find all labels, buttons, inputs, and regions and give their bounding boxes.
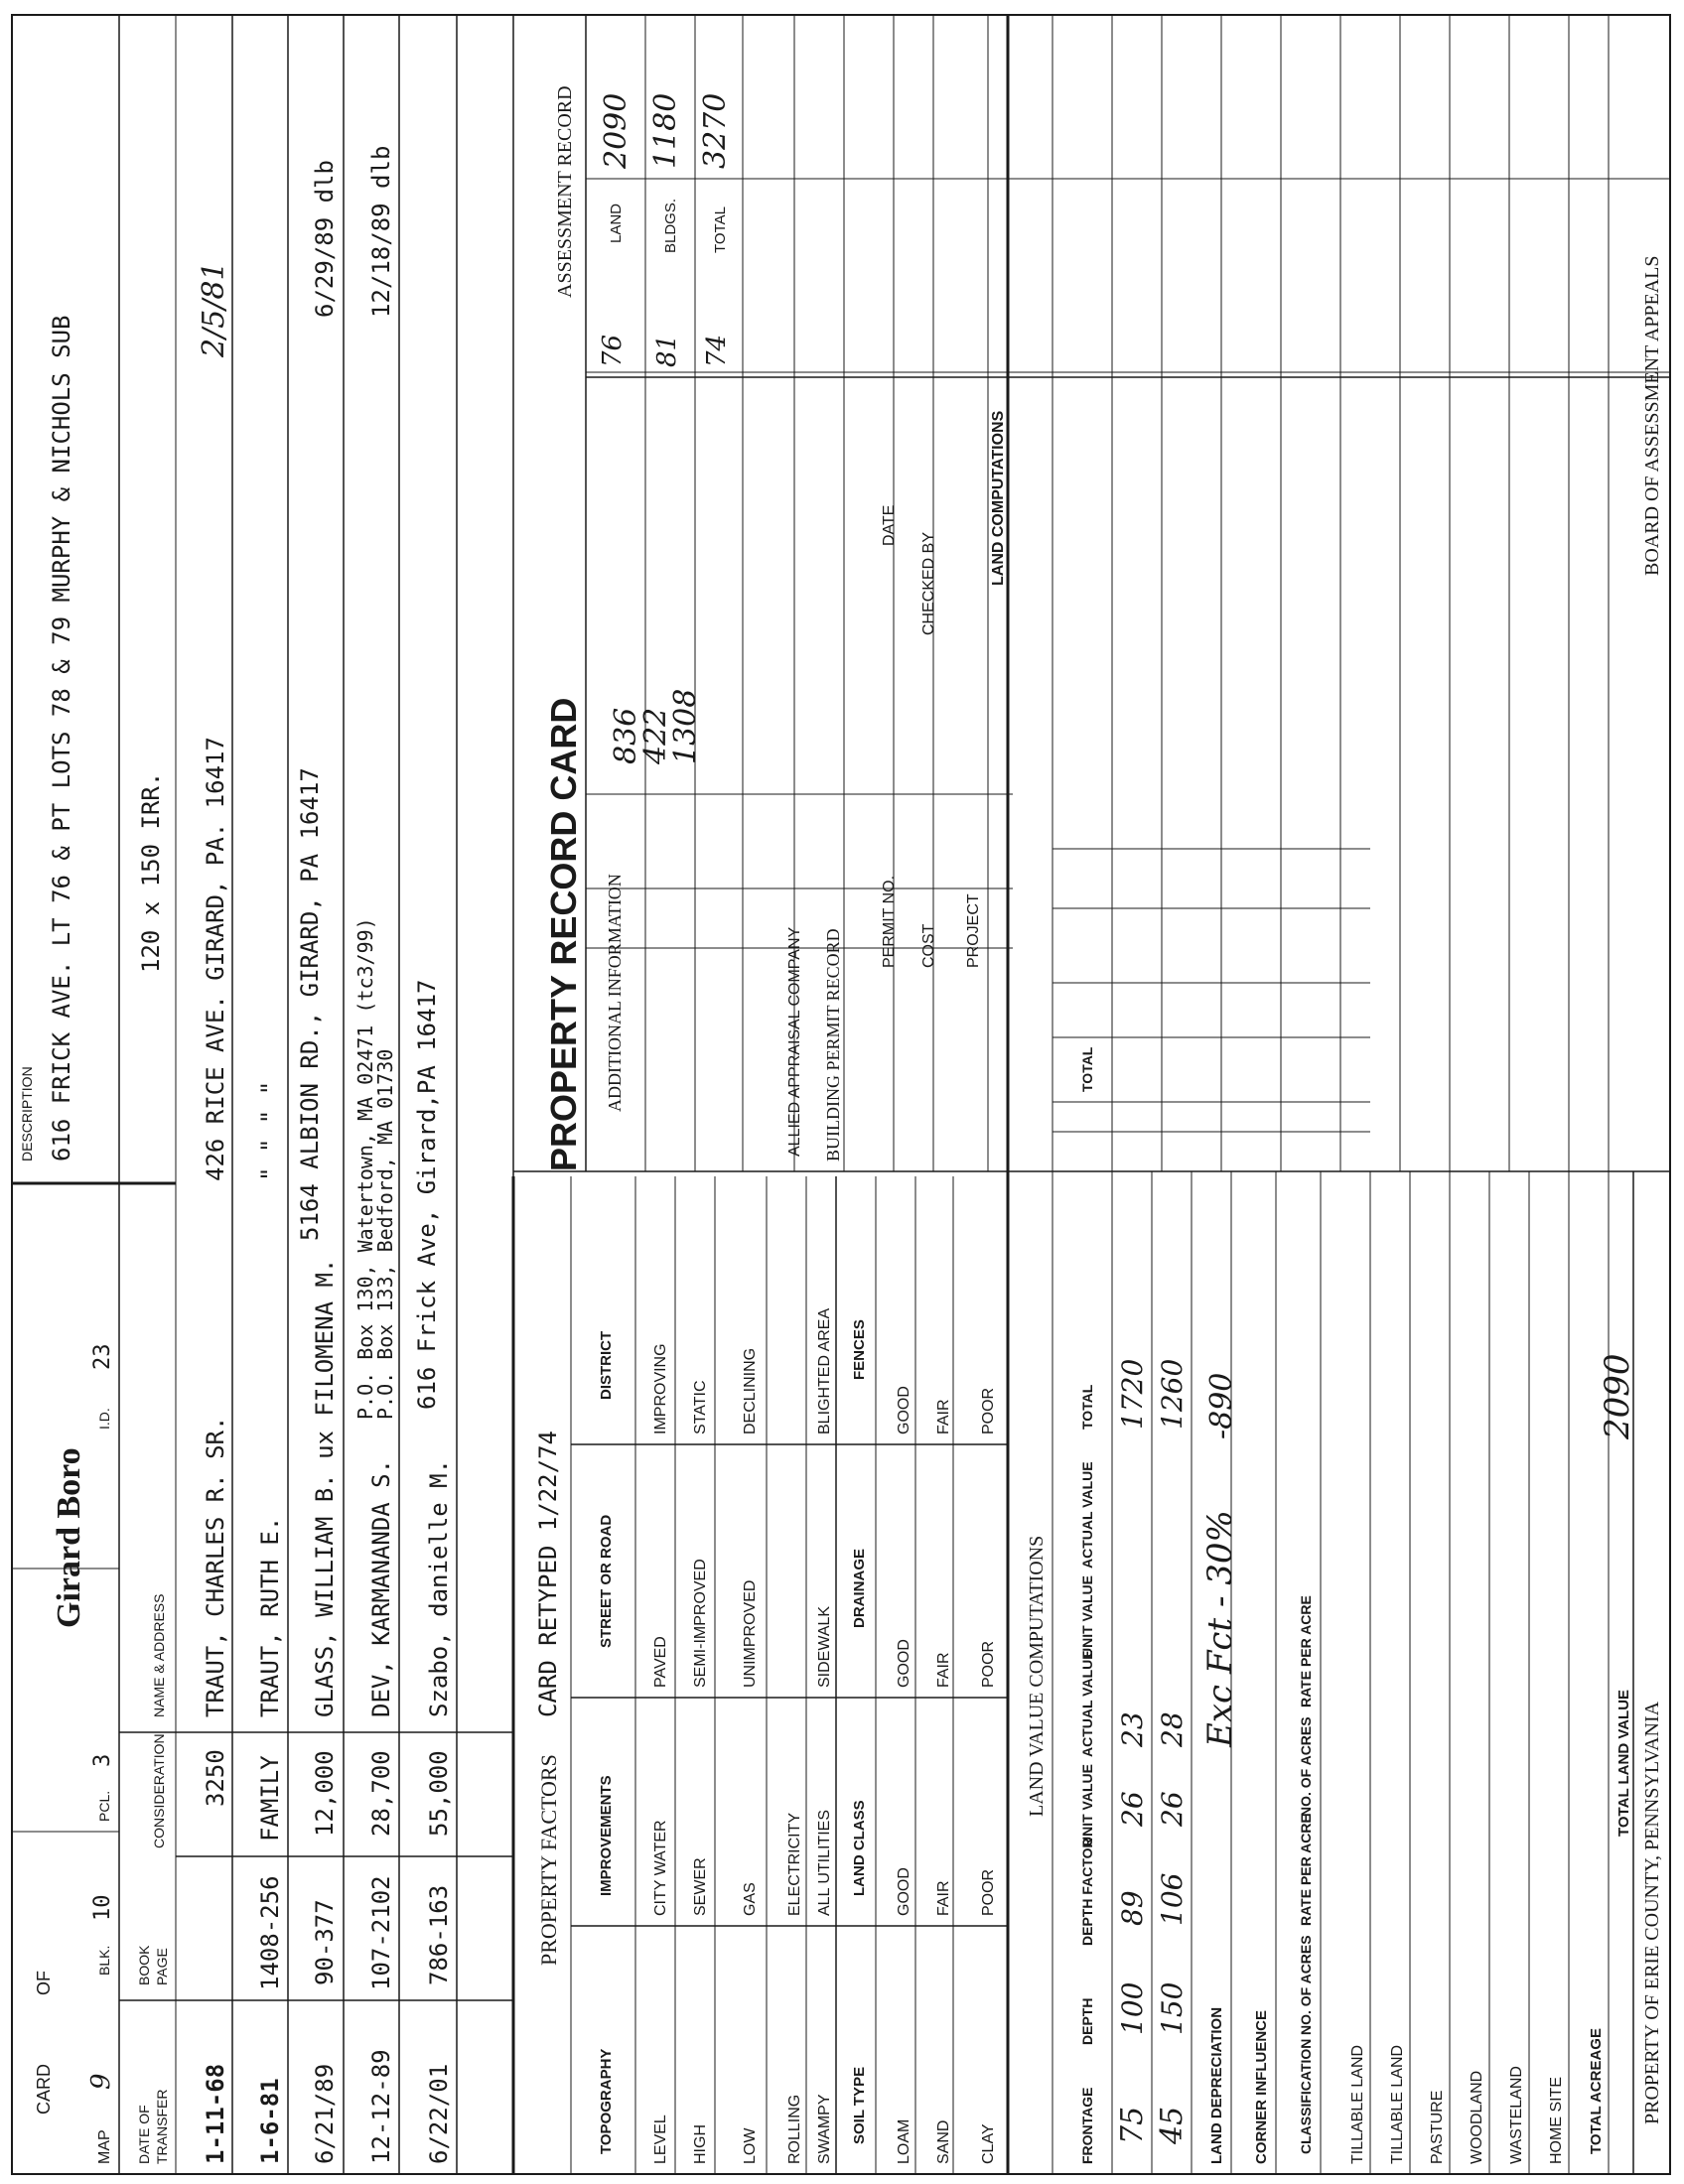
drainage-header: DRAINAGE [851, 1548, 868, 1628]
land-class-good: GOOD [896, 1867, 912, 1916]
transfer-note: 12/18/89 dlb [367, 145, 395, 318]
soil-loam: LOAM [896, 2118, 912, 2164]
assessment-land: 2090 [599, 92, 633, 169]
improvements-header: IMPROVEMENTS [598, 1775, 615, 1896]
permit-cost-label: COST [920, 923, 937, 968]
exc-fct-note: Exc Fct - 30% [1200, 1510, 1240, 1747]
topography-high: HIGH [692, 2124, 709, 2164]
transfer-name: TRAUT, CHARLES R. SR. [202, 1416, 229, 1717]
soil-header: SOIL TYPE [851, 2066, 868, 2144]
blk-label: BLK. [96, 1945, 112, 1976]
property-factors-title: PROPERTY FACTORS [536, 1754, 561, 1966]
permit-record-title: BUILDING PERMIT RECORD [823, 928, 843, 1161]
lv-frontage-header: FRONTAGE [1079, 2087, 1095, 2164]
assessment-land-label: LAND [608, 203, 625, 243]
transfer-note: 6/29/89 dlb [311, 160, 339, 318]
lv-depth-factor: 106 [1156, 1872, 1189, 1926]
lv-actual-value: 23 [1116, 1711, 1149, 1747]
lv-total2-header: TOTAL [1079, 1046, 1095, 1092]
street-paved: PAVED [652, 1636, 669, 1688]
lv-frontage: 75 [1115, 2106, 1150, 2144]
total-acreage-label: TOTAL ACREAGE [1588, 2028, 1605, 2154]
transfer-name: DEV, KARMANANDA S. [367, 1458, 395, 1717]
land-class-header: LAND CLASS [851, 1800, 868, 1896]
transfer-book: 107-2102 [367, 1875, 395, 1990]
district-improving: IMPROVING [652, 1343, 669, 1434]
land-class-fair: FAIR [935, 1880, 952, 1916]
class-pasture: PASTURE [1429, 2090, 1446, 2164]
classification-header: CLASSIFICATION [1298, 2038, 1314, 2154]
acres-header: NO. OF ACRES [1298, 1935, 1314, 2035]
transfer-consideration: 55,000 [425, 1750, 453, 1837]
description-line1: 616 FRICK AVE. LT 76 & PT LOTS 78 & 79 MURPHY & NICHOLS SUB [48, 315, 75, 1161]
transfer-address: 616 Frick Ave, Girard,PA 16417 [413, 979, 441, 1410]
soil-sand: SAND [935, 2119, 952, 2164]
checked-by-label: CHECKED BY [920, 531, 937, 635]
additional-info-title: ADDITIONAL INFORMATION [605, 874, 625, 1112]
fences-header: FENCES [851, 1319, 868, 1380]
topography-level: LEVEL [652, 2115, 669, 2164]
lv-depth-header: DEPTH [1079, 1997, 1095, 2045]
fences-fair: FAIR [935, 1399, 952, 1434]
transfer-consideration: 3250 [202, 1749, 229, 1807]
lv-unit-value: 26 [1156, 1791, 1189, 1827]
lv-frontage: 45 [1155, 2106, 1190, 2144]
pcl-value: 3 [90, 1753, 115, 1767]
id-label: I.D. [96, 1408, 112, 1430]
municipality: Girard Boro [51, 1447, 87, 1628]
transfer-date: 1-6-81 [256, 2078, 284, 2164]
class-tillable-1: TILLABLE LAND [1349, 2044, 1366, 2164]
description-line2: 120 x 150 IRR. [137, 771, 165, 973]
soil-clay: CLAY [980, 2123, 997, 2164]
topography-header: TOPOGRAPHY [598, 2048, 615, 2154]
assessment-title: ASSESSMENT RECORD [554, 85, 576, 298]
svg-text:PAGE: PAGE [154, 1948, 170, 1985]
transfer-consideration: 28,700 [367, 1750, 395, 1837]
description-label: DESCRIPTION [19, 1066, 35, 1161]
improvement-electricity: ELECTRICITY [786, 1812, 803, 1916]
card-label: CARD [34, 2063, 54, 2115]
transfer-address-old: P.O. Box 133, Bedford, MA 01730 [373, 1048, 397, 1420]
lv-depth: 150 [1156, 1981, 1189, 2035]
lv-unit-value2-header: UNIT VALUE [1079, 1575, 1095, 1658]
blk-value: 10 [90, 1894, 115, 1921]
card-retyped: CARD RETYPED 1/22/74 [534, 1431, 562, 1717]
lv-actual-value: 28 [1156, 1711, 1189, 1747]
lv-unit-value-header: UNIT VALUE [1079, 1764, 1095, 1846]
assessment-total-label: TOTAL [712, 206, 729, 253]
lv-depth: 100 [1116, 1981, 1149, 2035]
topography-rolling: ROLLING [786, 2094, 803, 2164]
transfer-book: 90-377 [311, 1899, 339, 1985]
fences-good: GOOD [896, 1386, 912, 1434]
transfer-book: 1408-256 [256, 1875, 284, 1990]
svg-text:TRANSFER: TRANSFER [154, 2089, 170, 2164]
rate-header: RATE PER ACRE [1298, 1814, 1314, 1926]
transfer-address: P.O. Box 130, Watertown, MA 02471 (tc3/99) [353, 917, 377, 1420]
street-sidewalk: SIDEWALK [816, 1605, 833, 1688]
transfer-book: 786-163 [425, 1884, 453, 1985]
class-woodland: WOODLAND [1469, 2070, 1485, 2164]
transfer-name: GLASS, WILLIAM B. ux FILOMENA M. [311, 1258, 339, 1717]
transfer-address: 5164 ALBION RD., GIRARD, PA 16417 [296, 767, 324, 1241]
transfer-consideration: FAMILY [256, 1755, 284, 1842]
additional-value: 422 [638, 707, 673, 764]
improvement-water: CITY WATER [652, 1820, 669, 1916]
assessment-bldgs: 1180 [648, 92, 683, 169]
col-date-header: DATE OF [136, 2105, 152, 2164]
depreciation-total: -890 [1204, 1372, 1239, 1439]
permit-date-label: DATE [881, 504, 898, 546]
assessment-year-2: 81 [652, 334, 682, 367]
drainage-good: GOOD [896, 1639, 912, 1688]
additional-value: 1308 [668, 688, 703, 764]
id-value: 23 [90, 1343, 115, 1370]
district-blighted: BLIGHTED AREA [816, 1307, 833, 1434]
street-unimproved: UNIMPROVED [742, 1579, 759, 1688]
pcl-label: PCL. [96, 1790, 112, 1822]
topography-swampy: SWAMPY [816, 2094, 833, 2164]
permit-no-label: PERMIT NO. [881, 875, 898, 968]
land-computations-label: LAND COMPUTATIONS [990, 410, 1007, 586]
transfer-date: 6/22/01 [425, 2063, 453, 2164]
land-value-title: LAND VALUE COMPUTATIONS [1026, 1535, 1048, 1817]
transfer-address: " " " " [256, 1080, 284, 1181]
class-tillable-2: TILLABLE LAND [1389, 2044, 1406, 2164]
transfer-address: 426 RICE AVE. GIRARD, PA. 16417 [202, 737, 229, 1181]
improvement-all: ALL UTILITIES [816, 1810, 833, 1916]
transfer-name: Szabo, danielle M. [425, 1458, 453, 1717]
drainage-fair: FAIR [935, 1652, 952, 1688]
of-label: OF [34, 1971, 54, 1995]
lv-total: 1720 [1116, 1358, 1149, 1430]
appraiser: ALLIED APPRAISAL COMPANY [786, 926, 803, 1157]
acres2-header: NO. OF ACRES [1298, 1716, 1314, 1817]
total-land-value-label: TOTAL LAND VALUE [1615, 1689, 1632, 1837]
additional-value: 836 [609, 707, 643, 764]
map-value: 9 [86, 2073, 116, 2090]
assessment-year: 76 [598, 334, 628, 367]
transfer-name: TRAUT, RUTH E. [256, 1516, 284, 1717]
corner-influence-label: CORNER INFLUENCE [1253, 2009, 1270, 2164]
class-wasteland: WASTELAND [1508, 2066, 1525, 2164]
transfer-consideration: 12,000 [311, 1750, 339, 1837]
lv-total-header: TOTAL [1079, 1384, 1095, 1430]
transfer-date: 6/21/89 [311, 2063, 339, 2164]
assessment-year-3: 74 [702, 334, 732, 367]
district-static: STATIC [692, 1380, 709, 1434]
lv-depth-factor-header: DEPTH FACTOR [1079, 1838, 1095, 1946]
lv-depth-factor: 89 [1116, 1890, 1149, 1926]
lv-actual-value-header: ACTUAL VALUE [1079, 1650, 1095, 1757]
district-declining: DECLINING [742, 1347, 759, 1434]
transfer-note: 2/5/81 [197, 261, 231, 357]
rate2-header: RATE PER ACRE [1298, 1595, 1314, 1707]
fences-poor: POOR [980, 1387, 997, 1434]
col-name-header: NAME & ADDRESS [151, 1593, 167, 1717]
drainage-poor: POOR [980, 1640, 997, 1688]
land-class-poor: POOR [980, 1868, 997, 1916]
total-land-value: 2090 [1598, 1353, 1637, 1439]
street-header: STREET OR ROAD [598, 1514, 615, 1648]
improvement-sewer: SEWER [692, 1857, 709, 1916]
class-home-site: HOME SITE [1548, 2076, 1565, 2164]
transfer-date: 1-11-68 [202, 2063, 229, 2164]
transfer-date: 12-12-89 [367, 2049, 395, 2164]
assessment-total: 3270 [698, 92, 733, 169]
assessment-bldgs-label: BLDGS. [662, 198, 679, 253]
district-header: DISTRICT [598, 1330, 615, 1400]
map-label: MAP [96, 2129, 113, 2164]
footer-right: BOARD OF ASSESSMENT APPEALS [1641, 255, 1663, 576]
lv-actual-value2-header: ACTUAL VALUE [1079, 1461, 1095, 1569]
footer-left: PROPERTY OF ERIE COUNTY, PENNSYLVANIA [1641, 1701, 1663, 2124]
lv-unit-value: 26 [1116, 1791, 1149, 1827]
permit-project-label: PROJECT [965, 893, 982, 968]
lv-total: 1260 [1156, 1358, 1189, 1430]
card-title: PROPERTY RECORD CARD [543, 697, 584, 1171]
land-depreciation-label: LAND DEPRECIATION [1208, 2006, 1225, 2164]
street-semi: SEMI-IMPROVED [692, 1559, 709, 1688]
col-book-header: BOOK [136, 1945, 152, 1985]
improvement-gas: GAS [742, 1882, 759, 1916]
topography-low: LOW [742, 2127, 759, 2164]
col-consideration-header: CONSIDERATION [151, 1733, 167, 1848]
